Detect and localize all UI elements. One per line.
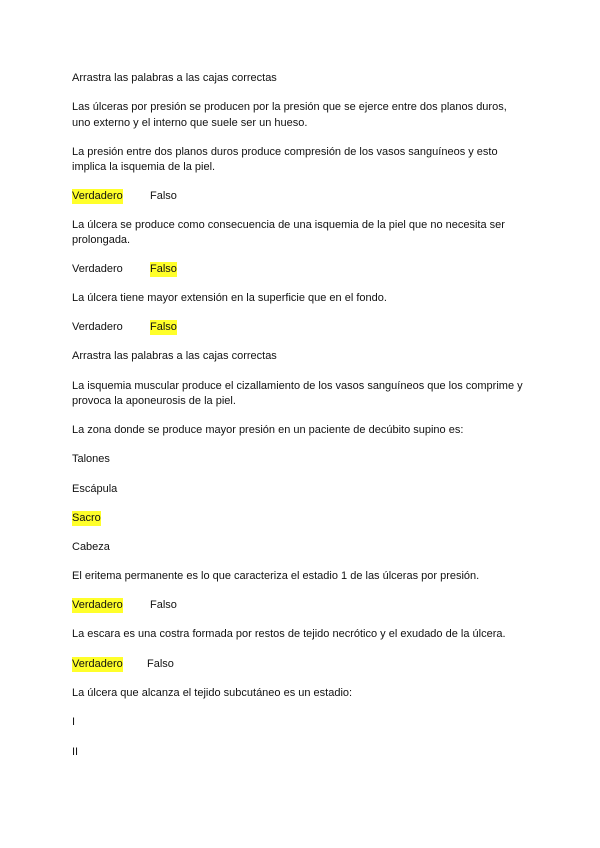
answer-1-false[interactable]: Falso [150, 190, 177, 202]
instruction-drag-words-2: Arrastra las palabras a las cajas correctas [72, 350, 277, 362]
statement-3-line-1: La úlcera se produce como consecuencia de una isquemia de la piel que no necesita ser [72, 219, 505, 231]
answer-1-true-selected[interactable]: Verdadero [72, 190, 123, 202]
answer-4-false[interactable]: Falso [150, 599, 177, 611]
statement-7: El eritema permanente es lo que caracteriza el estadio 1 de las úlceras por presión. [72, 570, 480, 582]
option-stage-i[interactable]: I [72, 716, 76, 728]
question-pressure-zone: La zona donde se produce mayor presión en un paciente de decúbito supino es: [72, 424, 464, 436]
statement-5-line-1: La isquemia muscular produce el cizallamiento de los vasos sanguíneos que los comprime y [72, 380, 523, 392]
statement-2-line-2: implica la isquemia de la piel. [72, 161, 216, 173]
answer-3-false-selected[interactable]: Falso [150, 321, 177, 333]
statement-1-line-1: Las úlceras por presión se producen por la presión que se ejerce entre dos planos duros, [72, 101, 507, 113]
statement-5-line-2: provoca la aponeurosis de la piel. [72, 395, 236, 407]
statement-4: La úlcera tiene mayor extensión en la superficie que en el fondo. [72, 292, 387, 304]
answer-3-true[interactable]: Verdadero [72, 321, 123, 333]
instruction-drag-words: Arrastra las palabras a las cajas correctas [72, 72, 277, 84]
option-escapula[interactable]: Escápula [72, 483, 118, 495]
statement-3-line-2: prolongada. [72, 234, 131, 246]
option-cabeza[interactable]: Cabeza [72, 541, 110, 553]
question-stage: La úlcera que alcanza el tejido subcutáneo es un estadio: [72, 687, 353, 699]
statement-8: La escara es una costra formada por restos de tejido necrótico y el exudado de la úlcera. [72, 628, 506, 640]
statement-2-line-1: La presión entre dos planos duros produce compresión de los vasos sanguíneos y esto [72, 146, 498, 158]
option-sacro-selected[interactable]: Sacro [72, 512, 101, 524]
option-stage-ii[interactable]: II [72, 746, 79, 758]
option-talones[interactable]: Talones [72, 453, 110, 465]
answer-4-true-selected[interactable]: Verdadero [72, 599, 123, 611]
answer-2-false-selected[interactable]: Falso [150, 263, 177, 275]
answer-5-false[interactable]: Falso [147, 658, 174, 670]
answer-5-true-selected[interactable]: Verdadero [72, 658, 123, 670]
statement-1-line-2: uno externo y el interno que suele ser un hueso. [72, 117, 308, 129]
answer-2-true[interactable]: Verdadero [72, 263, 123, 275]
